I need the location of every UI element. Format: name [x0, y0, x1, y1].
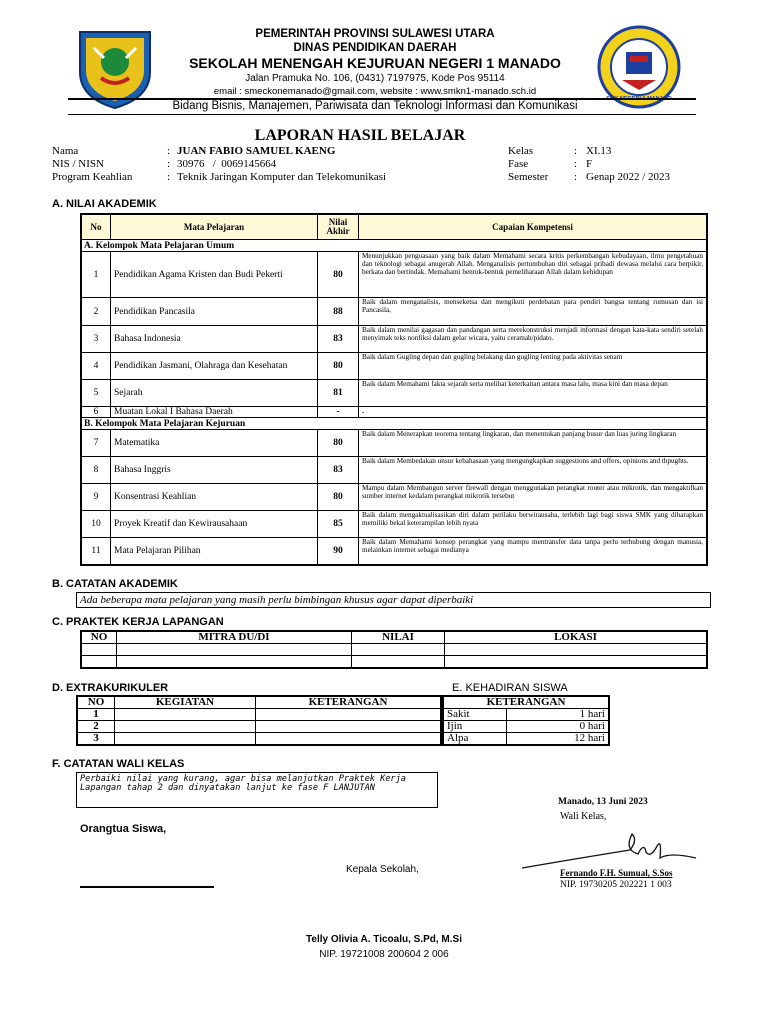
school-field: Bidang Bisnis, Manajemen, Pariwisata dan Teknologi Informasi dan Komunikasi: [172, 100, 578, 112]
school-name: SEKOLAH MENENGAH KEJURUAN NEGERI 1 MANADO: [189, 55, 561, 71]
subject-score: 80: [318, 353, 359, 380]
kepsek-name: Telly Olivia A. Ticoalu, S.Pd, M.Si: [306, 934, 462, 945]
pkl-header-row: [81, 631, 707, 644]
subject-score: 90: [318, 538, 359, 565]
subject-no: 8: [81, 457, 111, 484]
kepsek-nip: NIP. 19721008 200604 2 006: [319, 949, 449, 960]
subject-no: 4: [81, 353, 111, 380]
subject-name: Bahasa Indonesia: [111, 326, 318, 353]
subject-name: Sejarah: [111, 380, 318, 407]
kehadiran-table: [442, 695, 610, 746]
subject-row: [81, 407, 707, 418]
pkl-col-lokasi: LOKASI: [445, 631, 708, 644]
wali-nip: NIP. 19730205 202221 1 003: [560, 880, 672, 890]
subject-row: [81, 457, 707, 484]
kehadiran-col-ket: KETERANGAN: [443, 696, 609, 709]
catatan-akademik-box: [76, 592, 711, 608]
kehadiran-label: Sakit: [443, 709, 507, 721]
nama-label: Nama: [52, 145, 79, 157]
subject-row: [81, 511, 707, 538]
col-nilai-1: Nilai: [328, 217, 348, 227]
section-kehadiran: E. KEHADIRAN SISWA: [452, 682, 568, 694]
kehadiran-header-row: [443, 696, 609, 709]
ekskul-row: [77, 733, 441, 746]
subject-name: Matematika: [111, 430, 318, 457]
pkl-row: [81, 644, 707, 656]
subject-name: Konsentrasi Keahlian: [111, 484, 318, 511]
group-b-label: B. Kelompok Mata Pelajaran Kejuruan: [81, 418, 707, 430]
col-no: No: [81, 214, 111, 240]
header-divider-bottom: [68, 114, 696, 115]
subject-name: Pendidikan Jasmani, Olahraga dan Kesehatan: [111, 353, 318, 380]
subject-score: 81: [318, 380, 359, 407]
ekskul-col-kegiatan: KEGIATAN: [115, 696, 256, 709]
ekskul-col-ket: KETERANGAN: [256, 696, 442, 709]
ekskul-table: [76, 695, 442, 746]
subject-no: 1: [81, 252, 111, 298]
wali-note-box: [76, 772, 438, 808]
subject-row: [81, 326, 707, 353]
nis-value: 30976 / 0069145664: [177, 158, 277, 170]
colon: :: [574, 171, 578, 183]
subject-name: Proyek Kreatif dan Kewirausahaan: [111, 511, 318, 538]
prog-value: Teknik Jaringan Komputer dan Telekomunikasi: [177, 171, 387, 183]
header-line2: DINAS PENDIDIKAN DAERAH: [293, 42, 457, 54]
subject-score: 80: [318, 252, 359, 298]
subject-no: 10: [81, 511, 111, 538]
catatan-akademik-text: Ada beberapa mata pelajaran yang masih perlu bimbingan khusus agar dapat diperbaiki: [80, 594, 474, 606]
ekskul-no: 3: [77, 733, 115, 746]
semester-label: Semester: [508, 171, 549, 183]
nis-label: NIS / NISN: [52, 158, 104, 170]
col-nilai-2: Akhir: [326, 226, 350, 236]
kehadiran-value: 1 hari: [507, 709, 610, 721]
subject-row: [81, 538, 707, 565]
subject-row: [81, 252, 707, 298]
subject-no: 6: [81, 407, 111, 418]
subject-score: 83: [318, 457, 359, 484]
pkl-col-no: NO: [81, 631, 117, 644]
kehadiran-label: Alpa: [443, 733, 507, 746]
place-date: Manado, 13 Juni 2023: [558, 797, 648, 807]
wali-note-text: Perbaiki nilai yang kurang, agar bisa melanjutkan Praktek Kerja Lapangan tahap 2 dan dinyatakan lanjut ke fase F LANJUTAN: [80, 774, 406, 793]
nama-value: JUAN FABIO SAMUEL KAENG: [177, 145, 336, 157]
ortu-label: Orangtua Siswa,: [80, 823, 167, 835]
subject-row: [81, 380, 707, 407]
kelas-value: XI.13: [586, 145, 612, 157]
kehadiran-value: 12 hari: [507, 733, 610, 746]
wali-label: Wali Kelas,: [560, 811, 607, 822]
subject-score: 80: [318, 430, 359, 457]
subject-row: [81, 430, 707, 457]
pkl-row: [81, 656, 707, 669]
subject-name: Pendidikan Pancasila: [111, 298, 318, 326]
subject-capaian: Baik dalam Menerapkan teorema tentang lingkaran, dan menentukan panjang busur dan luas juring lingkaran: [359, 430, 708, 457]
col-mapel-label: Mata Pelajaran: [183, 222, 245, 232]
col-nilai: [318, 214, 359, 240]
subject-no: 2: [81, 298, 111, 326]
subject-name: Pendidikan Agama Kristen dan Budi Pekerti: [111, 252, 318, 298]
subject-no: 9: [81, 484, 111, 511]
pkl-col-nilai: NILAI: [352, 631, 445, 644]
subject-no: 11: [81, 538, 111, 565]
subject-capaian: Baik dalam Gugling depan dan gugling belakang dan gugling lenting pada aktivitas senam: [359, 353, 708, 380]
school-contact: email : smeckonemanado@gmail.com, website : www.smkn1-manado.sch.id: [213, 86, 537, 97]
subject-score: 85: [318, 511, 359, 538]
ekskul-row: [77, 709, 441, 721]
subject-name: Bahasa Inggris: [111, 457, 318, 484]
kehadiran-row: [443, 721, 609, 733]
nilai-table: [80, 213, 708, 566]
subject-capaian: Baik dalam menilai gagasan dan pandangan serta merekonstruksi menjadi informasi dengan kata-kata sendiri setelah menyimak teks nonfiksi dalam gelar wicara, yaitu ceramah/pidato.: [359, 326, 708, 353]
school-address: Jalan Pramuka No. 106, (0431) 7197975, Kode Pos 95114: [245, 73, 505, 84]
report-title: LAPORAN HASIL BELAJAR: [254, 127, 466, 144]
subject-name: Mata Pelajaran Pilihan: [111, 538, 318, 565]
kehadiran-row: [443, 709, 609, 721]
colon: :: [167, 171, 171, 183]
colon: :: [167, 158, 171, 170]
pkl-col-mitra: MITRA DU/DI: [117, 631, 352, 644]
subject-score: -: [318, 407, 359, 418]
student-info: [52, 145, 712, 189]
subject-capaian: Baik dalam menganalisis, menseketsa dan mengikuti perdebatan para pendiri bangsa tentang rumusan dan isi Pancasila,: [359, 298, 708, 326]
subject-capaian: Baik dalam Memahami fakta sejarah serta melihat keterkaitan antara masa lalu, masa kini dan masa depan: [359, 380, 708, 407]
subject-no: 5: [81, 380, 111, 407]
section-catatan-akademik: B. CATATAN AKADEMIK: [52, 578, 178, 590]
colon: :: [574, 158, 578, 170]
kelas-label: Kelas: [508, 145, 534, 157]
subject-capaian: Baik dalam mengaktualisasikan diri dalam perilaku berwirausaha, terlebih lagi bagi siswa SMK yang diharapkan memiliki bekal keterampilan lebih nyata: [359, 511, 708, 538]
prog-label: Program Keahlian: [52, 171, 133, 183]
subject-name: Muatan Lokal I Bahasa Daerah: [111, 407, 318, 418]
header-line1: PEMERINTAH PROVINSI SULAWESI UTARA: [255, 28, 495, 40]
semester-value: Genap 2022 / 2023: [586, 171, 671, 183]
subject-no: 3: [81, 326, 111, 353]
section-wali: F. CATATAN WALI KELAS: [52, 758, 185, 770]
kehadiran-row: [443, 733, 609, 746]
subject-capaian: Menunjukkan penguasaan yang baik dalam Memahami secara kritis perkembangan kebudayaan, ilmu pengetahuan dan teknologi sebagai anugerah Allah. Menganalisis pertumbuhan diri sebagai pribadi dewasa melalui cara berpikir, berkata dan bertindak. Memahami bentuk-bentuk pemeliharaan Allah dalam kehidupan: [359, 252, 708, 298]
fase-label: Fase: [508, 158, 529, 170]
colon: :: [167, 145, 171, 157]
ekskul-header-row: [77, 696, 441, 709]
ortu-signature-line: [80, 886, 214, 888]
kehadiran-label: Ijin: [443, 721, 507, 733]
group-row-b: [81, 418, 707, 430]
fase-value: F: [586, 158, 593, 170]
section-pkl: C. PRAKTEK KERJA LAPANGAN: [52, 616, 224, 628]
subject-score: 80: [318, 484, 359, 511]
col-mapel: [111, 214, 318, 240]
subject-score: 88: [318, 298, 359, 326]
pkl-table: [80, 630, 708, 669]
wali-name: Fernando F.H. Sumual, S.Sos: [560, 868, 673, 878]
group-row-a: [81, 240, 707, 252]
subject-capaian: Baik dalam Membedakan unsur kebahasaan yang mengungkapkan suggestions and offers, opinions and thpughts.: [359, 457, 708, 484]
ekskul-no: 2: [77, 721, 115, 733]
subject-no: 7: [81, 430, 111, 457]
table-header-row: [81, 214, 707, 240]
ekskul-row: [77, 721, 441, 733]
ekskul-no: 1: [77, 709, 115, 721]
colon: :: [574, 145, 578, 157]
subject-capaian: -: [359, 407, 708, 418]
subject-score: 83: [318, 326, 359, 353]
group-a-label: A. Kelompok Mata Pelajaran Umum: [81, 240, 707, 252]
subject-row: [81, 484, 707, 511]
subject-row: [81, 298, 707, 326]
kepsek-label: Kepala Sekolah,: [346, 864, 419, 875]
section-nilai-akademik: A. NILAI AKADEMIK: [52, 198, 157, 210]
ekskul-col-no: NO: [77, 696, 115, 709]
kehadiran-value: 0 hari: [507, 721, 610, 733]
subject-capaian: Mampu dalam Membangun server firewall dengan menggunakan perangkat router atau mikrotik, dan mengaktifkan sumber internet kedalam perangkat mikrotik tersebut: [359, 484, 708, 511]
subject-capaian: Baik dalam Memahami konsep perangkat yang mampu mentransfer data tanpa perlu terhubung dengan manusia, melainkan internet sebagai medianya: [359, 538, 708, 565]
section-ekskul: D. EXTRAKURIKULER: [52, 682, 169, 694]
col-capaian: Capaian Kompetensi: [359, 214, 708, 240]
subject-row: [81, 353, 707, 380]
